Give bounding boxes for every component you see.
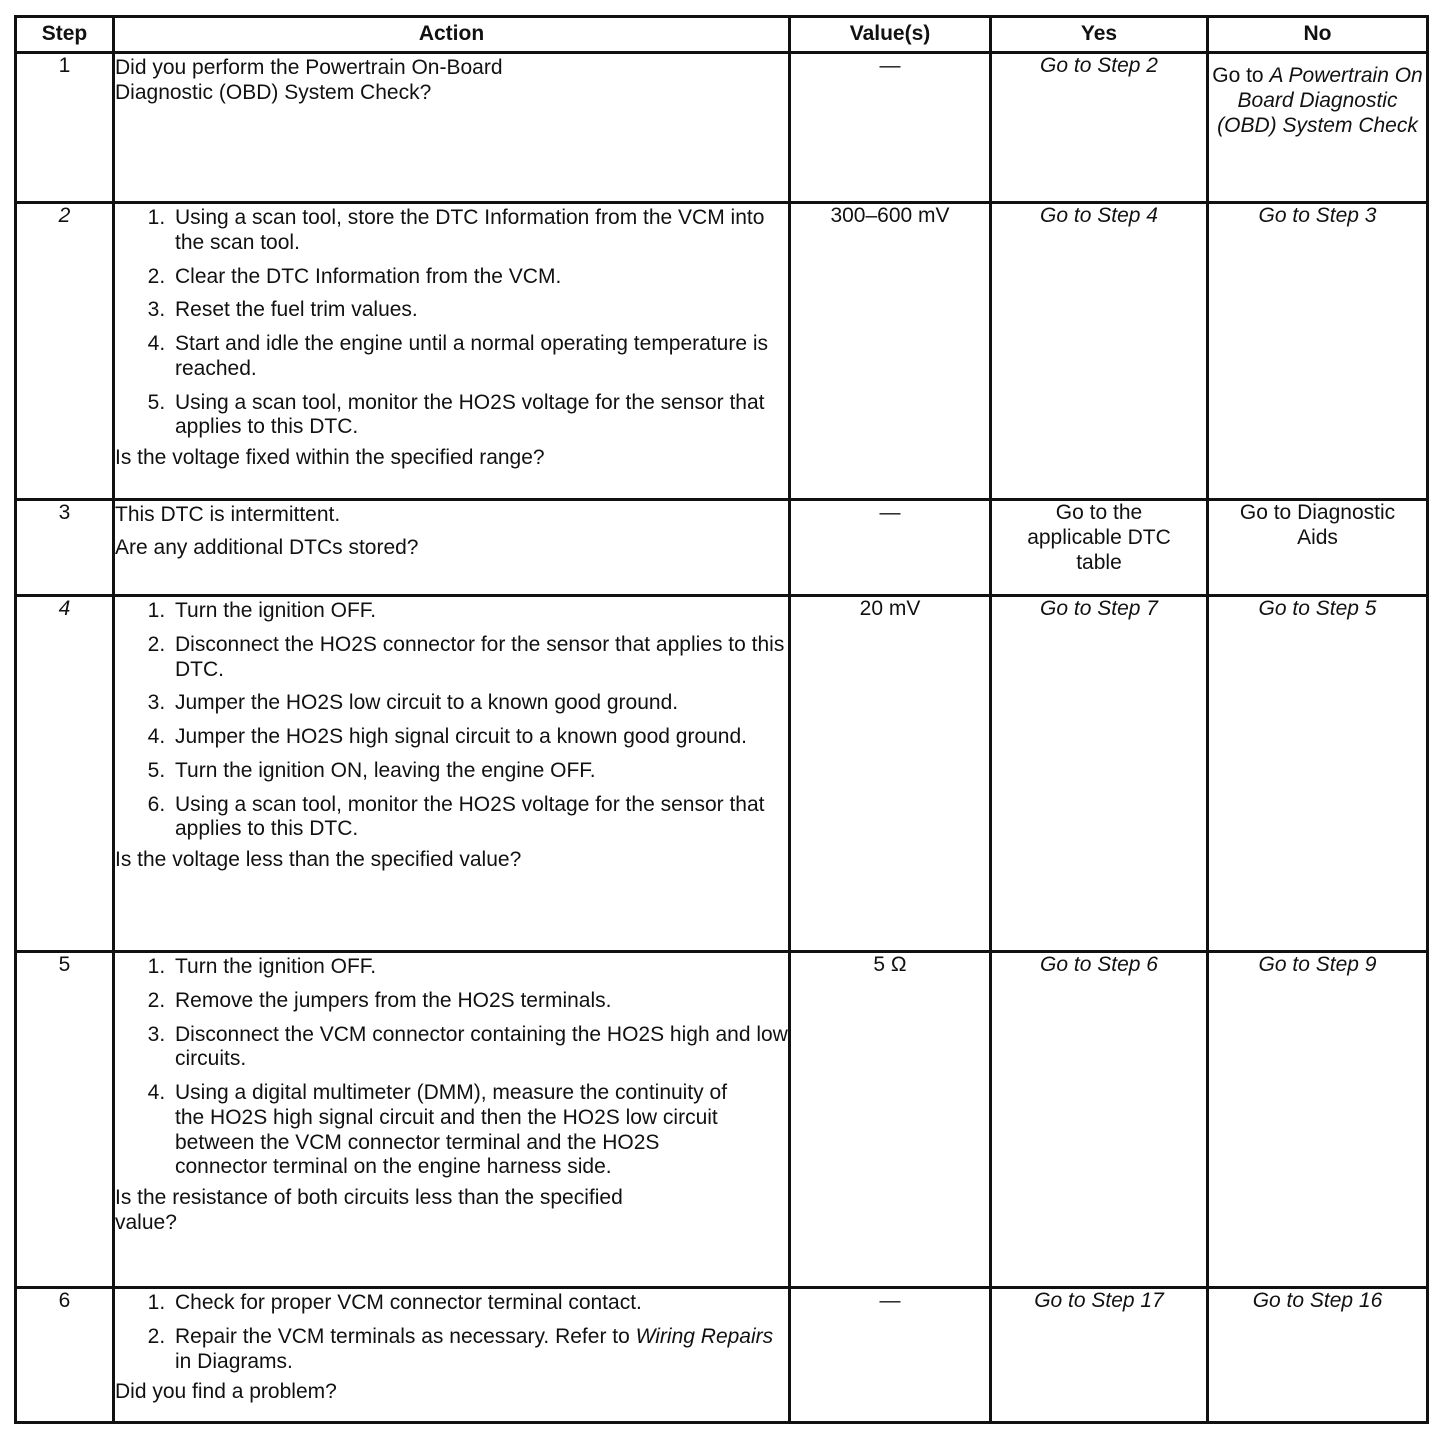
action-question: Is the voltage fixed within the specified range?	[115, 446, 545, 470]
table-row	[16, 203, 1428, 500]
list-item: 1. Using a scan tool, store the DTC Information from the VCM into the scan tool.	[171, 206, 788, 256]
action-steps	[115, 1291, 788, 1374]
no-link[interactable]: Go to Step 16	[1208, 1288, 1428, 1423]
value-cell: —	[790, 1288, 991, 1423]
action-cell	[114, 952, 790, 1288]
action-question: Did you perform the Powertrain On-Board Diagnostic (OBD) System Check?	[115, 56, 503, 104]
action-cell	[114, 203, 790, 500]
list-item: 1. Check for proper VCM connector terminal contact.	[171, 1291, 788, 1316]
step-number: 2	[16, 203, 114, 500]
value-cell: —	[790, 53, 991, 203]
list-item	[171, 1325, 788, 1375]
list-item: 1. Turn the ignition OFF.	[171, 955, 788, 980]
action-steps	[115, 955, 788, 1180]
no-link-prefix: Go to	[1212, 64, 1270, 87]
list-item: 4. Start and idle the engine until a normal operating temperature is reached.	[171, 332, 788, 382]
wiring-repairs-link[interactable]: Wiring Repairs	[635, 1324, 774, 1348]
yes-link[interactable]: Go to Step 2	[991, 53, 1208, 203]
no-link[interactable]	[1208, 53, 1428, 203]
step-number: 4	[16, 596, 114, 952]
header-step: Step	[16, 17, 114, 53]
list-item: 2. Remove the jumpers from the HO2S terminals.	[171, 989, 788, 1014]
list-item: 2. Disconnect the HO2S connector for the sensor that applies to this DTC.	[171, 633, 788, 683]
action-cell	[114, 596, 790, 952]
list-item: 3. Jumper the HO2S low circuit to a known good ground.	[171, 691, 788, 716]
yes-link[interactable]: Go to Step 7	[991, 596, 1208, 952]
action-cell	[114, 500, 790, 596]
action-question: Are any additional DTCs stored?	[115, 535, 419, 559]
yes-link[interactable]: Go to Step 17	[991, 1288, 1208, 1423]
no-link-target[interactable]: A Powertrain On Board Diagnostic (OBD) System Check	[1217, 64, 1423, 137]
no-link[interactable]: Go to Step 5	[1208, 596, 1428, 952]
action-question: Did you find a problem?	[115, 1380, 337, 1404]
action-steps	[115, 599, 788, 842]
action-question: Is the resistance of both circuits less than the specified value?	[115, 1186, 623, 1234]
list-item: 1. Turn the ignition OFF.	[171, 599, 788, 624]
list-item: 3. Disconnect the VCM connector containing the HO2S high and low circuits.	[171, 1023, 788, 1073]
action-question: Is the voltage less than the specified value?	[115, 848, 522, 872]
step-number: 1	[16, 53, 114, 203]
no-link[interactable]: Go to Diagnostic Aids	[1208, 500, 1428, 596]
header-action: Action	[114, 17, 790, 53]
no-link[interactable]: Go to Step 9	[1208, 952, 1428, 1288]
header-yes: Yes	[991, 17, 1208, 53]
list-item: 4. Using a digital multimeter (DMM), measure the continuity of the HO2S high signal circuit and then the HO2S low circuit between the VCM connector terminal and the HO2S connector terminal on the engine harness side.	[171, 1081, 788, 1180]
table-row	[16, 1288, 1428, 1423]
yes-link[interactable]: Go to the applicable DTC table	[991, 500, 1208, 596]
table-row	[16, 596, 1428, 952]
list-item-text: in Diagrams.	[175, 1349, 293, 1373]
value-cell: 5 Ω	[790, 952, 991, 1288]
action-steps	[115, 206, 788, 440]
value-cell: 20 mV	[790, 596, 991, 952]
list-item: 3. Reset the fuel trim values.	[171, 298, 788, 323]
list-item: 6. Using a scan tool, monitor the HO2S voltage for the sensor that applies to this DTC.	[171, 793, 788, 843]
list-item: 5. Using a scan tool, monitor the HO2S voltage for the sensor that applies to this DTC.	[171, 391, 788, 441]
table-row	[16, 952, 1428, 1288]
value-cell: 300–600 mV	[790, 203, 991, 500]
header-no: No	[1208, 17, 1428, 53]
list-item: 2. Clear the DTC Information from the VCM.	[171, 265, 788, 290]
action-cell	[114, 53, 790, 203]
step-number: 6	[16, 1288, 114, 1423]
header-values: Value(s)	[790, 17, 991, 53]
list-item-text: Repair the VCM terminals as necessary. Refer to	[175, 1324, 636, 1348]
table-row	[16, 500, 1428, 596]
action-statement: This DTC is intermittent.	[115, 503, 341, 526]
action-cell	[114, 1288, 790, 1423]
step-number: 5	[16, 952, 114, 1288]
no-link[interactable]: Go to Step 3	[1208, 203, 1428, 500]
step-number: 3	[16, 500, 114, 596]
value-cell: —	[790, 500, 991, 596]
header-row	[16, 17, 1428, 53]
diagnostic-table	[14, 15, 1429, 1424]
yes-link[interactable]: Go to Step 4	[991, 203, 1208, 500]
table-row	[16, 53, 1428, 203]
list-item: 5. Turn the ignition ON, leaving the engine OFF.	[171, 759, 788, 784]
yes-link[interactable]: Go to Step 6	[991, 952, 1208, 1288]
list-item: 4. Jumper the HO2S high signal circuit to a known good ground.	[171, 725, 788, 750]
